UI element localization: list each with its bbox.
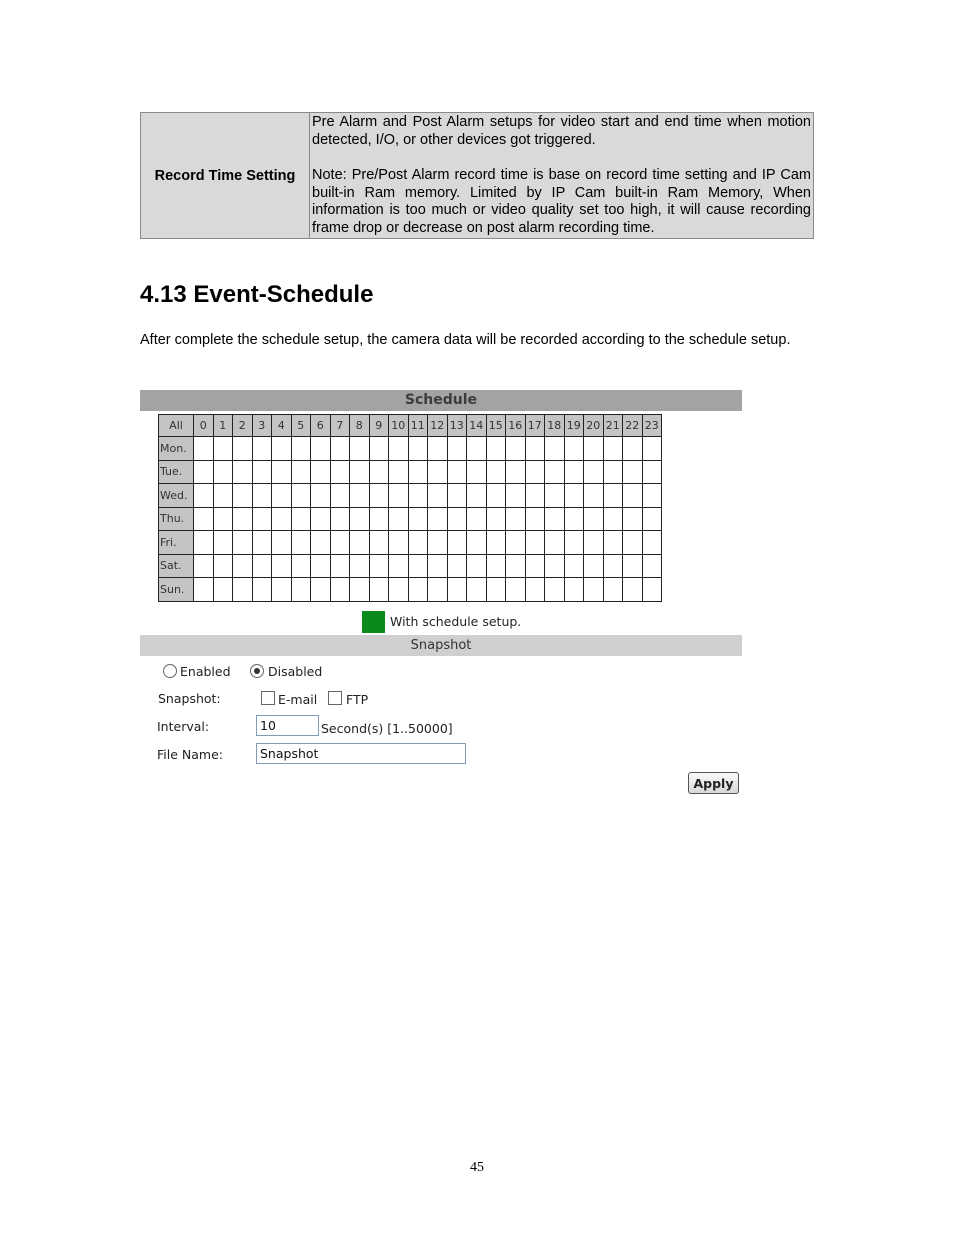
email-checkbox[interactable]	[261, 691, 275, 705]
schedule-cell[interactable]	[408, 531, 428, 555]
schedule-cell[interactable]	[447, 507, 467, 531]
day-label[interactable]: Thu.	[159, 507, 194, 531]
schedule-cell[interactable]	[233, 437, 253, 461]
schedule-cell[interactable]	[311, 531, 331, 555]
schedule-cell[interactable]	[525, 460, 545, 484]
hour-header-22[interactable]: 22	[623, 415, 643, 437]
schedule-cell[interactable]	[291, 554, 311, 578]
day-label[interactable]: Wed.	[159, 484, 194, 508]
disabled-label: Disabled	[268, 664, 323, 679]
schedule-cell[interactable]	[311, 507, 331, 531]
schedule-cell[interactable]	[467, 460, 487, 484]
schedule-cell[interactable]	[311, 578, 331, 602]
schedule-cell[interactable]	[642, 437, 662, 461]
schedule-cell[interactable]	[330, 578, 350, 602]
schedule-cell[interactable]	[564, 437, 584, 461]
schedule-cell[interactable]	[428, 507, 448, 531]
schedule-cell[interactable]	[584, 554, 604, 578]
schedule-cell[interactable]	[194, 507, 214, 531]
schedule-cell[interactable]	[623, 484, 643, 508]
schedule-cell[interactable]	[584, 578, 604, 602]
schedule-cell[interactable]	[428, 578, 448, 602]
schedule-row	[159, 531, 662, 555]
schedule-cell[interactable]	[272, 437, 292, 461]
schedule-cell[interactable]	[369, 484, 389, 508]
schedule-cell[interactable]	[564, 531, 584, 555]
hour-header-17[interactable]: 17	[525, 415, 545, 437]
record-time-label: Record Time Setting	[141, 113, 310, 239]
schedule-cell[interactable]	[623, 437, 643, 461]
schedule-cell[interactable]	[642, 507, 662, 531]
schedule-cell[interactable]	[369, 531, 389, 555]
schedule-cell[interactable]	[623, 507, 643, 531]
interval-input[interactable]	[256, 715, 319, 736]
schedule-cell[interactable]	[642, 554, 662, 578]
schedule-cell[interactable]	[447, 554, 467, 578]
schedule-cell[interactable]	[369, 437, 389, 461]
schedule-cell[interactable]	[506, 554, 526, 578]
hour-header-0[interactable]: 0	[194, 415, 214, 437]
day-label[interactable]: Sat.	[159, 554, 194, 578]
schedule-cell[interactable]	[525, 484, 545, 508]
schedule-cell[interactable]	[330, 507, 350, 531]
schedule-cell[interactable]	[233, 460, 253, 484]
record-time-description	[310, 113, 814, 239]
schedule-cell[interactable]	[642, 484, 662, 508]
hour-header-2[interactable]: 2	[233, 415, 253, 437]
schedule-cell[interactable]	[525, 507, 545, 531]
schedule-cell[interactable]	[408, 554, 428, 578]
schedule-all-button[interactable]: All	[159, 415, 194, 437]
schedule-cell[interactable]	[311, 554, 331, 578]
schedule-cell[interactable]	[233, 507, 253, 531]
schedule-cell[interactable]	[623, 460, 643, 484]
schedule-cell[interactable]	[369, 507, 389, 531]
schedule-cell[interactable]	[408, 437, 428, 461]
schedule-cell[interactable]	[350, 507, 370, 531]
legend-text: With schedule setup.	[390, 614, 522, 629]
schedule-cell[interactable]	[311, 437, 331, 461]
schedule-cell[interactable]	[545, 460, 565, 484]
schedule-cell[interactable]	[194, 531, 214, 555]
hour-header-1[interactable]: 1	[213, 415, 233, 437]
schedule-cell[interactable]	[428, 531, 448, 555]
schedule-cell[interactable]	[506, 437, 526, 461]
schedule-cell[interactable]	[564, 554, 584, 578]
schedule-cell[interactable]	[272, 531, 292, 555]
schedule-cell[interactable]	[642, 531, 662, 555]
schedule-cell[interactable]	[525, 531, 545, 555]
schedule-cell[interactable]	[389, 578, 409, 602]
hour-header-13[interactable]: 13	[447, 415, 467, 437]
hour-header-12[interactable]: 12	[428, 415, 448, 437]
schedule-cell[interactable]	[408, 578, 428, 602]
schedule-cell[interactable]	[467, 554, 487, 578]
schedule-cell[interactable]	[369, 460, 389, 484]
schedule-cell[interactable]	[545, 507, 565, 531]
schedule-cell[interactable]	[389, 531, 409, 555]
hour-header-7[interactable]: 7	[330, 415, 350, 437]
schedule-row	[159, 437, 662, 461]
schedule-cell[interactable]	[330, 554, 350, 578]
schedule-row	[159, 554, 662, 578]
schedule-cell[interactable]	[564, 460, 584, 484]
hour-header-19[interactable]: 19	[564, 415, 584, 437]
schedule-cell[interactable]	[233, 578, 253, 602]
hour-header-16[interactable]: 16	[506, 415, 526, 437]
schedule-cell[interactable]	[252, 437, 272, 461]
interval-unit: Second(s) [1..50000]	[321, 721, 453, 736]
schedule-cell[interactable]	[447, 578, 467, 602]
schedule-cell[interactable]	[194, 554, 214, 578]
schedule-cell[interactable]	[506, 484, 526, 508]
schedule-header: Schedule	[140, 390, 742, 411]
hour-header-6[interactable]: 6	[311, 415, 331, 437]
schedule-cell[interactable]	[330, 460, 350, 484]
legend-swatch	[362, 611, 385, 633]
schedule-cell[interactable]	[486, 437, 506, 461]
filename-input[interactable]	[256, 743, 466, 764]
schedule-cell[interactable]	[291, 578, 311, 602]
schedule-cell[interactable]	[486, 507, 506, 531]
schedule-cell[interactable]	[350, 531, 370, 555]
schedule-cell[interactable]	[506, 507, 526, 531]
schedule-cell[interactable]	[486, 578, 506, 602]
schedule-cell[interactable]	[350, 460, 370, 484]
hour-header-10[interactable]: 10	[389, 415, 409, 437]
ftp-label: FTP	[346, 692, 369, 707]
schedule-cell[interactable]	[545, 437, 565, 461]
schedule-cell[interactable]	[486, 554, 506, 578]
schedule-cell[interactable]	[642, 460, 662, 484]
schedule-cell[interactable]	[447, 437, 467, 461]
schedule-cell[interactable]	[467, 437, 487, 461]
ftp-checkbox[interactable]	[328, 691, 342, 705]
schedule-cell[interactable]	[564, 507, 584, 531]
schedule-cell[interactable]	[291, 531, 311, 555]
schedule-cell[interactable]	[506, 460, 526, 484]
schedule-cell[interactable]	[252, 507, 272, 531]
schedule-cell[interactable]	[213, 531, 233, 555]
section-title: 4.13 Event-Schedule	[140, 281, 374, 308]
schedule-cell[interactable]	[447, 531, 467, 555]
schedule-cell[interactable]	[447, 484, 467, 508]
schedule-cell[interactable]	[564, 578, 584, 602]
schedule-cell[interactable]	[330, 484, 350, 508]
schedule-cell[interactable]	[252, 531, 272, 555]
schedule-cell[interactable]	[447, 460, 467, 484]
schedule-row	[159, 578, 662, 602]
schedule-cell[interactable]	[272, 460, 292, 484]
hour-header-3[interactable]: 3	[252, 415, 272, 437]
schedule-cell[interactable]	[603, 507, 623, 531]
schedule-cell[interactable]	[623, 554, 643, 578]
schedule-cell[interactable]	[486, 531, 506, 555]
hour-header-15[interactable]: 15	[486, 415, 506, 437]
schedule-cell[interactable]	[252, 554, 272, 578]
schedule-cell[interactable]	[408, 460, 428, 484]
schedule-cell[interactable]	[311, 460, 331, 484]
schedule-cell[interactable]	[194, 437, 214, 461]
schedule-cell[interactable]	[486, 460, 506, 484]
schedule-cell[interactable]	[233, 554, 253, 578]
schedule-cell[interactable]	[213, 507, 233, 531]
schedule-cell[interactable]	[272, 484, 292, 508]
schedule-row	[159, 484, 662, 508]
schedule-cell[interactable]	[389, 507, 409, 531]
schedule-cell[interactable]	[545, 484, 565, 508]
interval-label: Interval:	[157, 719, 210, 734]
schedule-cell[interactable]	[603, 578, 623, 602]
schedule-cell[interactable]	[233, 531, 253, 555]
schedule-cell[interactable]	[194, 460, 214, 484]
schedule-cell[interactable]	[389, 460, 409, 484]
schedule-cell[interactable]	[350, 578, 370, 602]
schedule-cell[interactable]	[213, 437, 233, 461]
snapshot-header: Snapshot	[140, 635, 742, 656]
schedule-row	[159, 460, 662, 484]
schedule-cell[interactable]	[194, 578, 214, 602]
record-time-para-2: Note: Pre/Post Alarm record time is base on record time setting and IP Cam built-in Ram memory. Limited by IP Cam built-in Ram Memory, When information is too much or video quality set too high, it will cause recording frame drop or decrease on post alarm recording time.	[312, 167, 811, 236]
hour-header-20[interactable]: 20	[584, 415, 604, 437]
schedule-cell[interactable]	[213, 554, 233, 578]
schedule-cell[interactable]	[584, 437, 604, 461]
schedule-cell[interactable]	[213, 460, 233, 484]
schedule-cell[interactable]	[252, 460, 272, 484]
hour-header-14[interactable]: 14	[467, 415, 487, 437]
filename-label: File Name:	[157, 747, 223, 762]
schedule-cell[interactable]	[233, 484, 253, 508]
schedule-cell[interactable]	[525, 578, 545, 602]
schedule-cell[interactable]	[603, 484, 623, 508]
schedule-cell[interactable]	[311, 484, 331, 508]
day-label[interactable]: Fri.	[159, 531, 194, 555]
schedule-cell[interactable]	[291, 437, 311, 461]
schedule-cell[interactable]	[272, 578, 292, 602]
schedule-cell[interactable]	[545, 554, 565, 578]
schedule-cell[interactable]	[467, 507, 487, 531]
enabled-radio[interactable]	[163, 664, 177, 678]
schedule-cell[interactable]	[350, 437, 370, 461]
schedule-row	[159, 507, 662, 531]
hour-header-9[interactable]: 9	[369, 415, 389, 437]
day-label[interactable]: Mon.	[159, 437, 194, 461]
schedule-cell[interactable]	[408, 484, 428, 508]
schedule-cell[interactable]	[428, 554, 448, 578]
schedule-cell[interactable]	[584, 531, 604, 555]
schedule-cell[interactable]	[389, 554, 409, 578]
schedule-cell[interactable]	[272, 507, 292, 531]
schedule-cell[interactable]	[272, 554, 292, 578]
schedule-grid	[158, 414, 662, 602]
hour-header-21[interactable]: 21	[603, 415, 623, 437]
schedule-cell[interactable]	[603, 554, 623, 578]
record-time-table	[140, 112, 814, 239]
schedule-cell[interactable]	[642, 578, 662, 602]
schedule-cell[interactable]	[252, 484, 272, 508]
hour-header-5[interactable]: 5	[291, 415, 311, 437]
schedule-cell[interactable]	[389, 437, 409, 461]
schedule-cell[interactable]	[428, 460, 448, 484]
schedule-cell[interactable]	[330, 531, 350, 555]
page-number: 45	[470, 1160, 484, 1175]
schedule-cell[interactable]	[623, 531, 643, 555]
email-label: E-mail	[278, 692, 318, 707]
schedule-cell[interactable]	[525, 554, 545, 578]
schedule-cell[interactable]	[252, 578, 272, 602]
schedule-cell[interactable]	[369, 578, 389, 602]
hour-header-8[interactable]: 8	[350, 415, 370, 437]
schedule-cell[interactable]	[486, 484, 506, 508]
hour-header-23[interactable]: 23	[642, 415, 662, 437]
disabled-radio[interactable]	[250, 664, 264, 678]
schedule-cell[interactable]	[506, 531, 526, 555]
apply-button[interactable]: Apply	[688, 772, 739, 794]
schedule-cell[interactable]	[389, 484, 409, 508]
schedule-cell[interactable]	[213, 484, 233, 508]
schedule-cell[interactable]	[213, 578, 233, 602]
schedule-cell[interactable]	[506, 578, 526, 602]
schedule-cell[interactable]	[350, 484, 370, 508]
schedule-cell[interactable]	[408, 507, 428, 531]
schedule-cell[interactable]	[623, 578, 643, 602]
schedule-cell[interactable]	[291, 460, 311, 484]
schedule-cell[interactable]	[194, 484, 214, 508]
schedule-cell[interactable]	[603, 531, 623, 555]
schedule-cell[interactable]	[603, 460, 623, 484]
schedule-cell[interactable]	[369, 554, 389, 578]
schedule-cell[interactable]	[291, 484, 311, 508]
section-intro: After complete the schedule setup, the camera data will be recorded according to the schedule setup.	[140, 332, 791, 348]
schedule-cell[interactable]	[584, 460, 604, 484]
schedule-cell[interactable]	[428, 437, 448, 461]
snapshot-label: Snapshot:	[158, 691, 221, 706]
schedule-cell[interactable]	[467, 531, 487, 555]
schedule-cell[interactable]	[603, 437, 623, 461]
schedule-cell[interactable]	[584, 507, 604, 531]
schedule-cell[interactable]	[564, 484, 584, 508]
schedule-cell[interactable]	[467, 484, 487, 508]
schedule-cell[interactable]	[291, 507, 311, 531]
hour-header-18[interactable]: 18	[545, 415, 565, 437]
day-label[interactable]: Tue.	[159, 460, 194, 484]
schedule-cell[interactable]	[545, 531, 565, 555]
day-label[interactable]: Sun.	[159, 578, 194, 602]
enabled-label: Enabled	[180, 664, 231, 679]
schedule-cell[interactable]	[525, 437, 545, 461]
schedule-cell[interactable]	[584, 484, 604, 508]
schedule-cell[interactable]	[467, 578, 487, 602]
record-time-para-1: Pre Alarm and Post Alarm setups for video start and end time when motion detected, I/O, or other devices got triggered.	[312, 114, 811, 148]
schedule-cell[interactable]	[330, 437, 350, 461]
hour-header-11[interactable]: 11	[408, 415, 428, 437]
schedule-cell[interactable]	[428, 484, 448, 508]
hour-header-4[interactable]: 4	[272, 415, 292, 437]
schedule-cell[interactable]	[350, 554, 370, 578]
schedule-cell[interactable]	[545, 578, 565, 602]
